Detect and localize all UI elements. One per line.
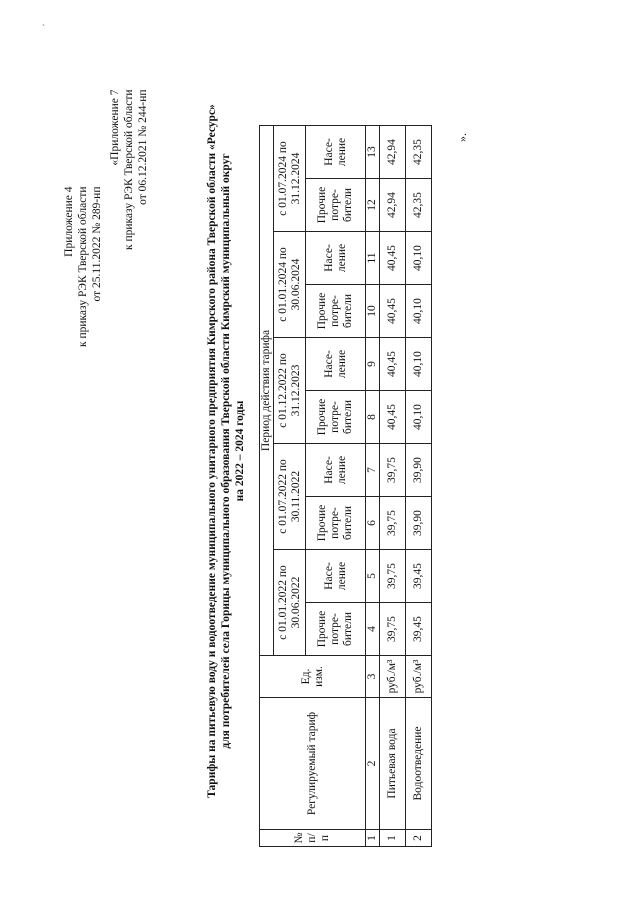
cell-value: 39,45 <box>406 603 432 656</box>
cell-number: 2 <box>406 830 432 847</box>
header-period: Период действия тарифа <box>260 126 274 656</box>
appendix-7-line1: «Приложение 7 <box>109 89 121 166</box>
column-number: 12 <box>366 179 380 232</box>
sub-population: Насе-ление <box>306 444 366 497</box>
cell-value: 39,45 <box>406 550 432 603</box>
sub-other: Прочие потре-бители <box>306 603 366 656</box>
header-unit: Ед. изм. <box>260 656 366 698</box>
cell-tariff: Питьевая вода <box>380 698 406 830</box>
cell-value: 42,94 <box>380 179 406 232</box>
sub-population: Насе-ление <box>306 338 366 391</box>
column-number: 1 <box>366 830 380 847</box>
column-number: 5 <box>366 550 380 603</box>
appendix-7-line2: к приказу РЭК Тверской области <box>123 89 135 250</box>
column-number: 4 <box>366 603 380 656</box>
column-number: 2 <box>366 698 380 830</box>
sub-other: Прочие потре-бители <box>306 179 366 232</box>
appendix-4-header <box>62 187 104 348</box>
sub-population: Насе-ление <box>306 232 366 285</box>
title-line2: для потребителей села Горицы муниципального образования Тверской области Кимрский муниципальный округ <box>220 153 232 749</box>
cell-value: 40,45 <box>380 391 406 444</box>
sub-other: Прочие потре-бители <box>306 391 366 444</box>
appendix-4-line1: Приложение 4 <box>63 186 75 257</box>
cell-unit: руб./м³ <box>380 656 406 698</box>
cell-value: 40,10 <box>406 338 432 391</box>
cell-value: 39,75 <box>380 550 406 603</box>
cell-value: 42,35 <box>406 179 432 232</box>
cell-number: 1 <box>380 830 406 847</box>
table-row <box>406 126 432 847</box>
column-number: 8 <box>366 391 380 444</box>
column-number: 6 <box>366 497 380 550</box>
cell-value: 39,75 <box>380 444 406 497</box>
period-1: с 01.01.2022 по 30.06.2022 <box>274 550 306 656</box>
sub-population: Насе-ление <box>306 550 366 603</box>
tariff-table <box>259 125 432 847</box>
appendix-4-line2: к приказу РЭК Тверской области <box>77 186 89 347</box>
document-title <box>205 0 247 902</box>
sub-other: Прочие потре-бители <box>306 285 366 338</box>
cell-value: 39,90 <box>406 444 432 497</box>
table-row <box>380 126 406 847</box>
period-3: с 01.12.2022 по 31.12.2023 <box>274 338 306 444</box>
header-number: № п/п <box>260 830 366 847</box>
title-line1: Тарифы на питьевую воду и водоотведение муниципального унитарного предприятия Кимрского района Тверской области «Ресурс» <box>206 104 218 798</box>
column-number: 3 <box>366 656 380 698</box>
column-number-row <box>366 126 380 847</box>
closing-quote: ». <box>455 133 469 142</box>
cell-value: 40,10 <box>406 391 432 444</box>
cell-tariff: Водоотведение <box>406 698 432 830</box>
title-line3: на 2022 – 2024 годы <box>234 400 246 502</box>
cell-value: 40,10 <box>406 285 432 338</box>
cell-value: 42,35 <box>406 126 432 179</box>
column-number: 13 <box>366 126 380 179</box>
appendix-4-line3: от 25.11.2022 № 289-нп <box>91 186 103 302</box>
cell-value: 40,45 <box>380 338 406 391</box>
column-number: 7 <box>366 444 380 497</box>
cell-value: 40,45 <box>380 285 406 338</box>
column-number: 11 <box>366 232 380 285</box>
appendix-7-header <box>108 90 150 251</box>
column-number: 10 <box>366 285 380 338</box>
cell-value: 39,75 <box>380 603 406 656</box>
appendix-7-line3: от 06.12.2021 № 244-нп <box>137 89 149 205</box>
period-5: с 01.07.2024 по 31.12.2024 <box>274 126 306 232</box>
cell-value: 40,45 <box>380 232 406 285</box>
cell-value: 42,94 <box>380 126 406 179</box>
cell-value: 39,90 <box>406 497 432 550</box>
sub-population: Насе-ление <box>306 126 366 179</box>
cell-value: 39,75 <box>380 497 406 550</box>
header-tariff: Регулируемый тариф <box>260 698 366 830</box>
column-number: 9 <box>366 338 380 391</box>
cell-value: 40,10 <box>406 232 432 285</box>
sub-other: Прочие потре-бители <box>306 497 366 550</box>
period-4: с 01.01.2024 по 30.06.2024 <box>274 232 306 338</box>
page-mark: ` <box>42 24 46 35</box>
period-2: с 01.07.2022 по 30.11.2022 <box>274 444 306 550</box>
cell-unit: руб./м³ <box>406 656 432 698</box>
